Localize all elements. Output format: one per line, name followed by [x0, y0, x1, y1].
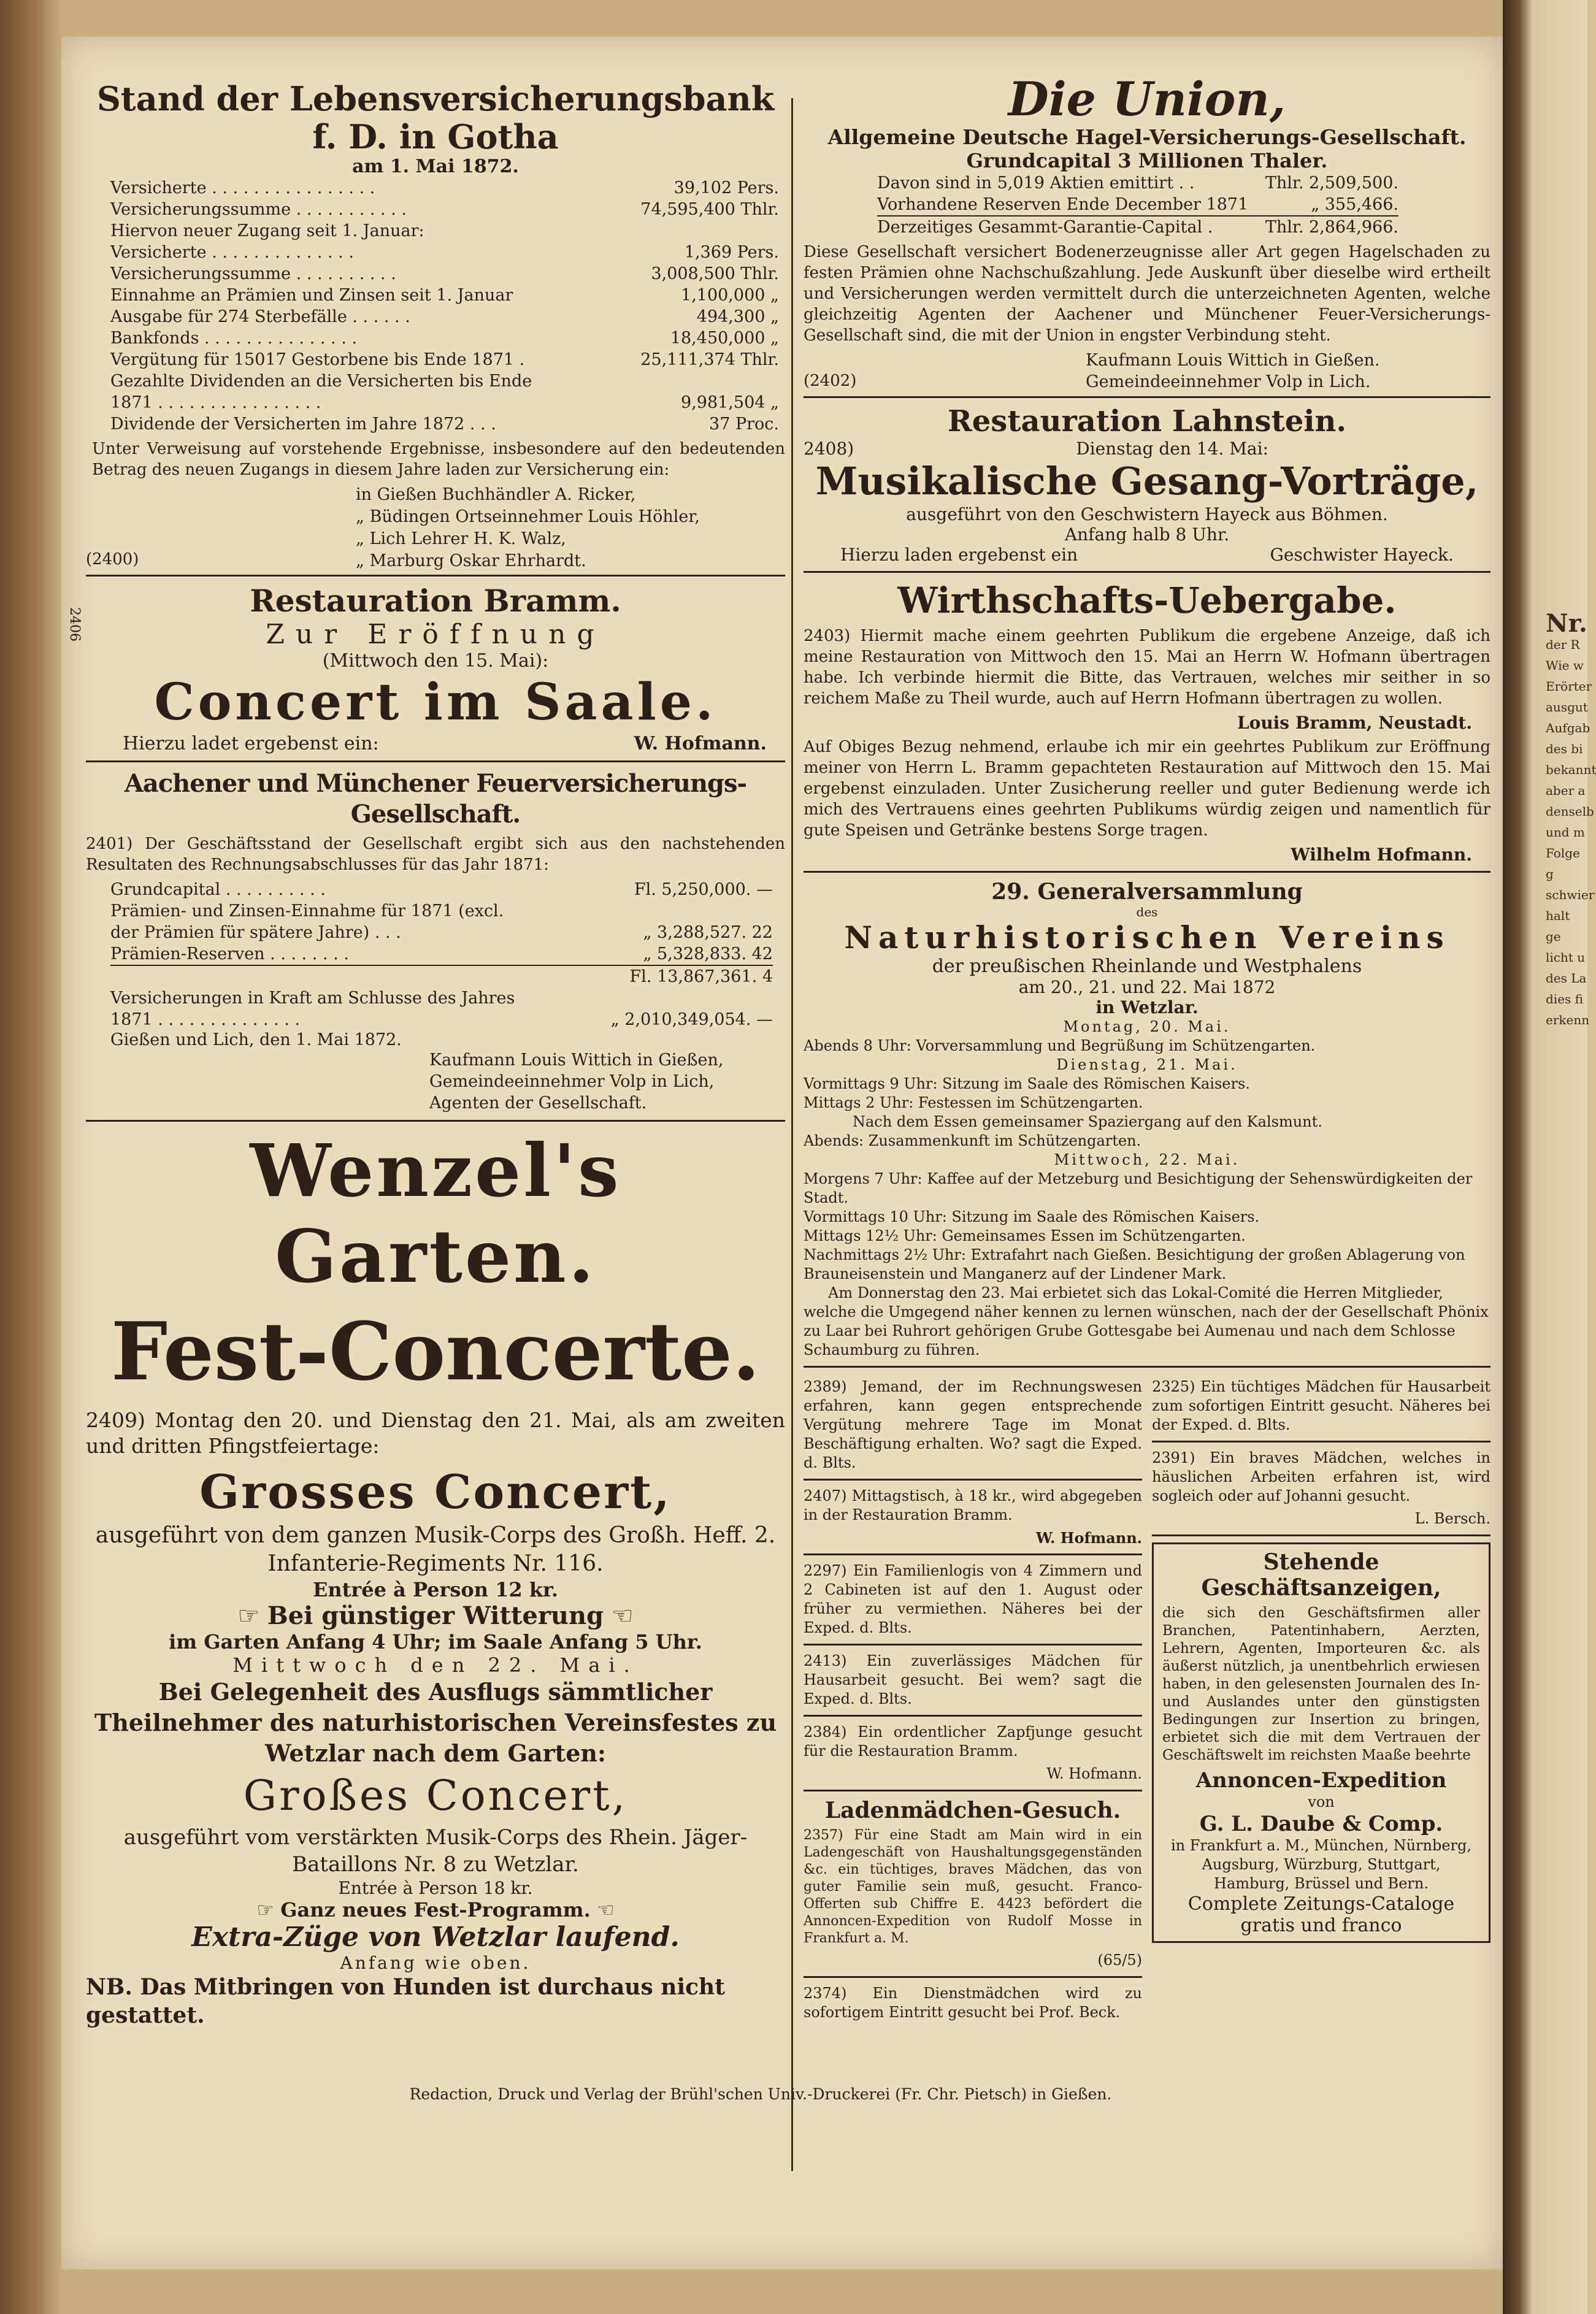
lahnstein-start: Anfang halb 8 Uhr. [1064, 524, 1230, 545]
divider [804, 1790, 1142, 1791]
union-title: Die Union, [1008, 72, 1286, 126]
next-page-line: des La [1546, 971, 1587, 986]
bramm-title: Restauration Bramm. [250, 583, 621, 619]
schedule-day: Dienstag, 21. Mai. [1056, 1056, 1238, 1073]
table-row: Fl. 13,867,361. 4 [110, 965, 773, 987]
gotha-date: am 1. Mai 1872. [352, 156, 519, 177]
uebergabe-ad [804, 579, 1490, 865]
ad-number: 2408) [804, 439, 854, 459]
union-table [804, 172, 1490, 238]
wenzel-extra: Extra-Züge von Wetzlar laufend. [191, 1921, 680, 1953]
lahnstein-date-row [804, 439, 1490, 459]
lahnstein-title: Restauration Lahnstein. [947, 404, 1347, 439]
ad-2407: 2407) Mittagstisch, à 18 kr., wird abgegeben in der Restauration Bramm. [804, 1487, 1142, 1523]
next-page-line: und m [1546, 825, 1585, 840]
table-row: Versicherungen in Kraft am Schlusse des Jahres [110, 989, 515, 1008]
bramm-date: (Mittwoch den 15. Mai): [322, 650, 549, 672]
lahnstein-by: ausgeführt von den Geschwistern Hayeck aus Böhmen. [906, 504, 1388, 524]
agent-line: „ Lich Lehrer H. K. Walz, [356, 529, 566, 548]
divider [804, 1366, 1490, 1368]
bramm-concert: Concert im Saale. [154, 673, 717, 732]
wenzel-entry1: Entrée à Person 12 kr. [312, 1578, 559, 1601]
agent-line: Gemeindeeinnehmer Volp in Lich. [1086, 372, 1371, 391]
verein-name: Naturhistorischen Vereins [844, 919, 1450, 956]
table-row: 1871 . . . . . . . . . . . . . . . . 9,981,504 „ [110, 393, 779, 412]
ad-2391: 2391) Ein braves Mädchen, welches in häuslichen Arbeiten erfahren ist, wird sogleich oder auf Johanni gesucht. [1152, 1449, 1490, 1504]
daube-von: von [1308, 1793, 1335, 1810]
small-ads-left [804, 1374, 1142, 2026]
daube-expedition: Annoncen-Expedition [1195, 1768, 1447, 1793]
bramm-ad [67, 583, 785, 754]
next-page-line: dies fi [1546, 992, 1583, 1006]
table-row: Versicherte . . . . . . . . . . . . . . 1,369 Pers. [110, 243, 779, 262]
agent-line: in Gießen Buchhändler A. Ricker, [356, 485, 636, 504]
lahnstein-footer [804, 545, 1490, 565]
gotha-title: Stand der Lebensversicherungsbank f. D. in Gotha [96, 79, 775, 156]
table-row: Prämien-Reserven . . . . . . . . „ 5,328,833. 42 [110, 944, 773, 964]
wenzel-entry2: Entrée à Person 18 kr. [338, 1878, 533, 1898]
aachen-title: Aachener und Münchener Feuerversicherungs-Gesellschaft. [124, 769, 747, 829]
union-ad [804, 37, 1490, 390]
table-row: Ausgabe für 274 Sterbefälle . . . . . . 494,300 „ [110, 307, 779, 326]
next-page-line: der R [1546, 637, 1580, 652]
ad-number: (2400) [86, 550, 139, 569]
schedule-day: Montag, 20. Mai. [1063, 1018, 1231, 1035]
wenzel-grand2: Großes Concert, [243, 1772, 628, 1820]
ad-2357-ref: (65/5) [1097, 1952, 1142, 1969]
schedule-day: Mittwoch, 22. Mai. [1054, 1151, 1240, 1168]
ad-2389: 2389) Jemand, der im Rechnungswesen erfahren, kann gegen entsprechende Vergütung mehrere Tage im Monat Beschäftigung erhalten. Wo? sagt die Exped. d. Blts. [804, 1378, 1142, 1471]
agent-line: Kaufmann Louis Wittich in Gießen. [1086, 351, 1380, 370]
next-page-line: Wie w [1546, 658, 1584, 673]
divider [804, 1976, 1142, 1978]
schedule-line: Nachmittags 2½ Uhr: Extrafahrt nach Gießen. Besichtigung der großen Ablagerung von Brauneisenstein und Manganerz auf der Lindener Mark. [804, 1246, 1465, 1282]
divider [1152, 1441, 1490, 1442]
aachen-place: Gießen und Lich, den 1. Mai 1872. [110, 1030, 402, 1049]
pointing-hand-icon: ☞ [237, 1602, 267, 1630]
ad-2384-sign: W. Hofmann. [1046, 1765, 1142, 1782]
union-text: Diese Gesellschaft versichert Bodenerzeugnisse aller Art gegen Hagelschaden zu festen Prämien ohne Nachschußzahlung. Jede Auskunft über dieselbe wird ertheilt und Versicherungen werden vermittelt durch die unterzeichneten Agenten, welche gleichzeitig Agenten der Aachener und Münchener Feuer-Versicherungs-Gesellschaft sind, die mit der Union in engster Verbindung steht. [804, 243, 1490, 345]
small-ads-right [1152, 1374, 1490, 2026]
schedule-line: Nach dem Essen gemeinsamer Spaziergang auf den Kalsmunt. [853, 1113, 1322, 1130]
book-spine [0, 0, 61, 2314]
next-page-line: Erörter [1546, 679, 1592, 694]
wenzel-subtitle: Fest-Concerte. [110, 1304, 761, 1398]
schedule-line: Mittags 12½ Uhr: Gemeinsames Essen im Schützengarten. [804, 1227, 1246, 1244]
verein-dates: am 20., 21. und 22. Mai 1872 [1018, 977, 1276, 997]
table-row: Bankfonds . . . . . . . . . . . . . . . 18,450,000 „ [110, 329, 779, 348]
table-row: 1871 . . . . . . . . . . . . . . „ 2,010,349,054. — [110, 1010, 773, 1029]
ad-2407-sign: W. Hofmann. [1035, 1529, 1142, 1547]
divider [86, 760, 785, 762]
uebergabe-p1: 2403) Hiermit mache einem geehrten Publikum die ergebene Anzeige, daß ich meine Restauration von Mittwoch den 15. Mai an Herrn W. Hofmann übertragen habe. Ich verbinde hiermit die Bitte, das Vertrauen, welches mir seither in so reichem Maße zu Theil wurde, auch auf Herrn Hofmann übertragen zu wollen. [804, 627, 1490, 708]
union-capital: Grundcapital 3 Millionen Thaler. [966, 149, 1328, 172]
schedule-line: Mittags 2 Uhr: Festessen im Schützengarten. [804, 1094, 1143, 1111]
divider [86, 575, 785, 577]
ad-number: (2402) [804, 372, 857, 390]
table-row: Vorhandene Reserven Ende December 1871 „ 355,466. [877, 195, 1398, 214]
bramm-invite: Hierzu ladet ergebenst ein: [123, 733, 379, 754]
ad-2374: 2374) Ein Dienstmädchen wird zu sofortigem Eintritt gesucht bei Prof. Beck. [804, 1985, 1142, 2021]
wenzel-program: Ganz neues Fest-Programm. [280, 1898, 591, 1921]
table-row: Dividende der Versicherten im Jahre 1872 . . . 37 Proc. [110, 415, 779, 434]
pointing-hand-icon: ☞ [256, 1898, 281, 1921]
next-page-line: ausgut [1546, 700, 1588, 715]
wenzel-performer2: ausgeführt vom verstärkten Musik-Corps des Rhein. Jäger-Bataillons Nr. 8 zu Wetzlar. [123, 1825, 748, 1877]
lahnstein-sign: Geschwister Hayeck. [1270, 545, 1454, 565]
daube-cities: in Frankfurt a. M., München, Nürnberg, Augsburg, Würzburg, Stuttgart, Hamburg, Brüssel und Bern. [1170, 1837, 1472, 1892]
side-number: 2406 [67, 607, 82, 642]
wenzel-performer: ausgeführt von dem ganzen Musik-Corps des Großh. Heff. 2. Infanterie-Regiments Nr. 116. [95, 1523, 776, 1576]
wenzel-weather: Bei günstiger Witterung [267, 1601, 604, 1630]
next-page-line: erkenn [1546, 1013, 1590, 1027]
wenzel-program-row [86, 1898, 785, 1921]
daube-ad [1152, 1542, 1490, 1943]
next-page-line: Folge g [1546, 846, 1580, 881]
table-row: Prämien- und Zinsen-Einnahme für 1871 (excl. [110, 902, 504, 921]
wenzel-start: Anfang wie oben. [340, 1953, 531, 1973]
daube-free: gratis und franco [1240, 1915, 1402, 1936]
divider [804, 1715, 1142, 1717]
pointing-hand-icon: ☜ [590, 1898, 615, 1921]
daube-title: Stehende Geschäftsanzeigen, [1201, 1549, 1441, 1601]
wenzel-weather-row [86, 1601, 785, 1630]
wenzel-title: Wenzel's Garten. [250, 1128, 621, 1299]
column-divider [791, 98, 793, 2171]
next-page-line: bekannt [1546, 762, 1596, 777]
table-row: Versicherungssumme . . . . . . . . . . 3,008,500 Thlr. [110, 264, 779, 283]
lahnstein-event: Musikalische Gesang-Vorträge, [815, 459, 1479, 504]
schedule-line: Morgens 7 Uhr: Kaffee auf der Metzeburg und Besichtigung der Sehenswürdigkeiten der Stadt. [804, 1170, 1473, 1206]
union-subtitle: Allgemeine Deutsche Hagel-Versicherungs-Gesellschaft. [827, 125, 1467, 149]
schedule-line: Am Donnerstag den 23. Mai erbietet sich das Lokal-Comité die Herren Mitglieder, welche die Umgegend näher kennen zu lernen wünschen, nach der der Gesellschaft Phönix zu Laar bei Ruhrort gehörigen Grube Gottesgabe bei Aumenau und nach dem Schlosse Schaumburg zu führen. [804, 1284, 1489, 1358]
wenzel-grand: Grosses Concert, [199, 1465, 672, 1519]
uebergabe-sign2: Wilhelm Hofmann. [1291, 845, 1472, 865]
ad-2391-sign: L. Bersch. [1414, 1510, 1490, 1527]
schedule-line: Abends 8 Uhr: Vorversammlung und Begrüßung im Schützengarten. [804, 1037, 1316, 1054]
next-page-line: Nr. [1546, 609, 1587, 638]
schedule-line: Vormittags 10 Uhr: Sitzung im Saale des Römischen Kaisers. [804, 1208, 1260, 1225]
table-row: Vergütung für 15017 Gestorbene bis Ende 1871 . 25,111,374 Thlr. [110, 350, 779, 369]
newspaper-page [61, 37, 1503, 2269]
ad-2297: 2297) Ein Familienlogis von 4 Zimmern und 2 Cabineten ist auf den 1. August oder früher zu vermiethen. Näheres bei der Exped. d. Blts. [804, 1562, 1142, 1636]
aachen-ad [86, 768, 785, 1114]
agent-line: „ Marburg Oskar Ehrhardt. [356, 551, 586, 570]
pointing-hand-icon: ☜ [604, 1602, 634, 1630]
agent-line: Agenten der Gesellschaft. [429, 1094, 647, 1113]
verein-title: 29. Generalversammlung [991, 879, 1303, 905]
imprint-footer: Redaction, Druck und Verlag der Brühl'schen Univ.-Druckerei (Fr. Chr. Pietsch) in Gießen. [409, 2085, 1112, 2103]
ad-2413: 2413) Ein zuverlässiges Mädchen für Hausarbeit gesucht. Bei wem? sagt die Exped. d. Blts. [804, 1652, 1142, 1707]
bramm-footer [86, 733, 785, 754]
table-row: Derzeitiges Gesammt-Garantie-Capital . Thlr. 2,864,966. [877, 215, 1398, 238]
ad-2325: 2325) Ein tüchtiges Mädchen für Hausarbeit zum sofortigen Eintritt gesucht. Näheres bei der Exped. d. Blts. [1152, 1378, 1490, 1433]
laden-title: Ladenmädchen-Gesuch. [824, 1798, 1121, 1823]
wenzel-intro: 2409) Montag den 20. und Dienstag den 21. Mai, als am zweiten und dritten Pfingstfeiertage: [86, 1408, 785, 1458]
gotha-text: Unter Verweisung auf vorstehende Ergebnisse, insbesondere auf den bedeutenden Betrag des neuen Zugangs in diesem Jahre laden zur Versicherung ein: [92, 440, 785, 479]
right-column [804, 37, 1490, 2026]
divider [86, 1120, 785, 1122]
schedule-line: Vormittags 9 Uhr: Sitzung im Saale des Römischen Kaisers. [804, 1075, 1250, 1092]
next-page-line: licht u [1546, 950, 1586, 965]
aachen-intro: 2401) Der Geschäftsstand der Gesellschaft ergibt sich aus den nachstehenden Resultaten des Rechnungsabschlusses für das Jahr 1871: [86, 835, 785, 874]
uebergabe-p2: Auf Obiges Bezug nehmend, erlaube ich mir ein geehrtes Publikum zur Eröffnung meiner von Herrn L. Bramm gepachteten Restauration auf Mittwoch den 15. Mai ergebenst einzuladen. Unter Zusicherung reeller und guter Bedienung werde ich mich des Vertrauens eines geehrten Publikums würdig zeigen und namentlich für gute Speisen und Getränke bestens Sorge tragen. [804, 738, 1490, 840]
verein-schedule [804, 1017, 1490, 1360]
verein-ad [804, 879, 1490, 1360]
table-row: der Prämien für spätere Jahre) . . . „ 3,288,527. 22 [110, 923, 773, 942]
left-column [67, 37, 785, 2029]
small-ads [804, 1374, 1490, 2026]
wenzel-occasion: Bei Gelegenheit des Ausflugs sämmtlicher Theilnehmer des naturhistorischen Vereinsfestes zu Wetzlar nach dem Garten: [94, 1678, 777, 1767]
wenzel-wed: Mittwoch den 22. Mai. [232, 1653, 639, 1677]
next-page-fragment [1546, 609, 1596, 1030]
gotha-table [86, 177, 785, 435]
table-row: Grundcapital . . . . . . . . . . Fl. 5,250,000. — [110, 880, 773, 899]
next-page-line: halt ge [1546, 908, 1570, 944]
divider [804, 1479, 1142, 1481]
table-row: Versicherungssumme . . . . . . . . . . . 74,595,400 Thlr. [110, 200, 779, 219]
aachen-table [86, 879, 785, 1030]
table-row: Hiervon neuer Zugang seit 1. Januar: [110, 221, 424, 240]
verein-des: des [1136, 905, 1158, 919]
wenzel-ad [86, 1128, 785, 2029]
ad-2384: 2384) Ein ordentlicher Zapfjunge gesucht für die Restauration Bramm. [804, 1723, 1142, 1760]
next-page-line: Aufgab [1546, 721, 1590, 735]
bramm-sign: W. Hofmann. [634, 733, 767, 754]
daube-firm: G. L. Daube & Comp. [1199, 1812, 1443, 1836]
next-page-line: aber a [1546, 783, 1586, 798]
table-row: Einnahme an Prämien und Zinsen seit 1. Januar 1,100,000 „ [110, 286, 779, 305]
table-row: Gezahlte Dividenden an die Versicherten bis Ende [110, 372, 532, 391]
verein-place: in Wetzlar. [1095, 997, 1199, 1017]
divider [1152, 1534, 1490, 1536]
aachen-agents [86, 1049, 785, 1114]
agent-line: Kaufmann Louis Wittich in Gießen, [429, 1051, 724, 1070]
schedule-line: Abends: Zusammenkunft im Schützengarten. [804, 1132, 1141, 1149]
next-page-line: des bi [1546, 741, 1583, 756]
verein-region: der preußischen Rheinlande und Westphalens [932, 956, 1362, 977]
gotha-ad [86, 37, 785, 569]
table-row: Versicherte . . . . . . . . . . . . . . . . 39,102 Pers. [110, 178, 779, 197]
divider [804, 396, 1490, 398]
wenzel-nb: NB. Das Mitbringen von Hunden ist durchaus nicht gestattet. [86, 1974, 725, 2028]
next-page-line: schwier [1546, 887, 1595, 902]
divider [804, 1644, 1142, 1645]
next-page-strip [1503, 0, 1596, 2314]
wenzel-times: im Garten Anfang 4 Uhr; im Saale Anfang 5 Uhr. [169, 1630, 702, 1653]
next-page-line: denselb [1546, 804, 1594, 819]
bramm-opening: Zur Eröffnung [266, 619, 605, 650]
agent-line: Gemeindeeinnehmer Volp in Lich, [429, 1072, 715, 1091]
ad-2357: 2357) Für eine Stadt am Main wird in ein Ladengeschäft von Haushaltungsgegenständen &c. ein tüchtiges, braves Mädchen, das von guter Familie sein muß, gesucht. Franco-Offerten sub Chiffre E. 4423 befördert die Annoncen-Expedition von Rudolf Mosse in Frankfurt a. M. [804, 1828, 1142, 1946]
lahnstein-invite: Hierzu laden ergebenst ein [840, 545, 1078, 565]
lahnstein-ad [804, 404, 1490, 565]
table-row: Davon sind in 5,019 Aktien emittirt . . Thlr. 2,509,500. [877, 174, 1398, 193]
divider [804, 1554, 1142, 1555]
agent-line: „ Büdingen Ortseinnehmer Louis Höhler, [356, 507, 700, 526]
divider [804, 571, 1490, 573]
uebergabe-sign1: Louis Bramm, Neustadt. [1237, 713, 1472, 733]
lahnstein-date: Dienstag den 14. Mai: [1076, 439, 1268, 459]
daube-text: die sich den Geschäftsfirmen aller Branchen, Patentinhabern, Aerzten, Lehrern, Agenten, Importeuren &c. als äußerst nützlich, ja unentbehrlich erwiesen haben, in den gelesensten Journalen des In- und Auslandes unter den günstigsten Bedingungen zur Insertion zu bringen, erbietet sich die mit dem Vertrauen der Geschäftswelt im reichsten Maaße beehrte [1162, 1605, 1480, 1763]
divider [804, 871, 1490, 873]
daube-catalogue: Complete Zeitungs-Cataloge [1187, 1893, 1455, 1915]
uebergabe-title: Wirthschafts-Uebergabe. [897, 580, 1397, 621]
